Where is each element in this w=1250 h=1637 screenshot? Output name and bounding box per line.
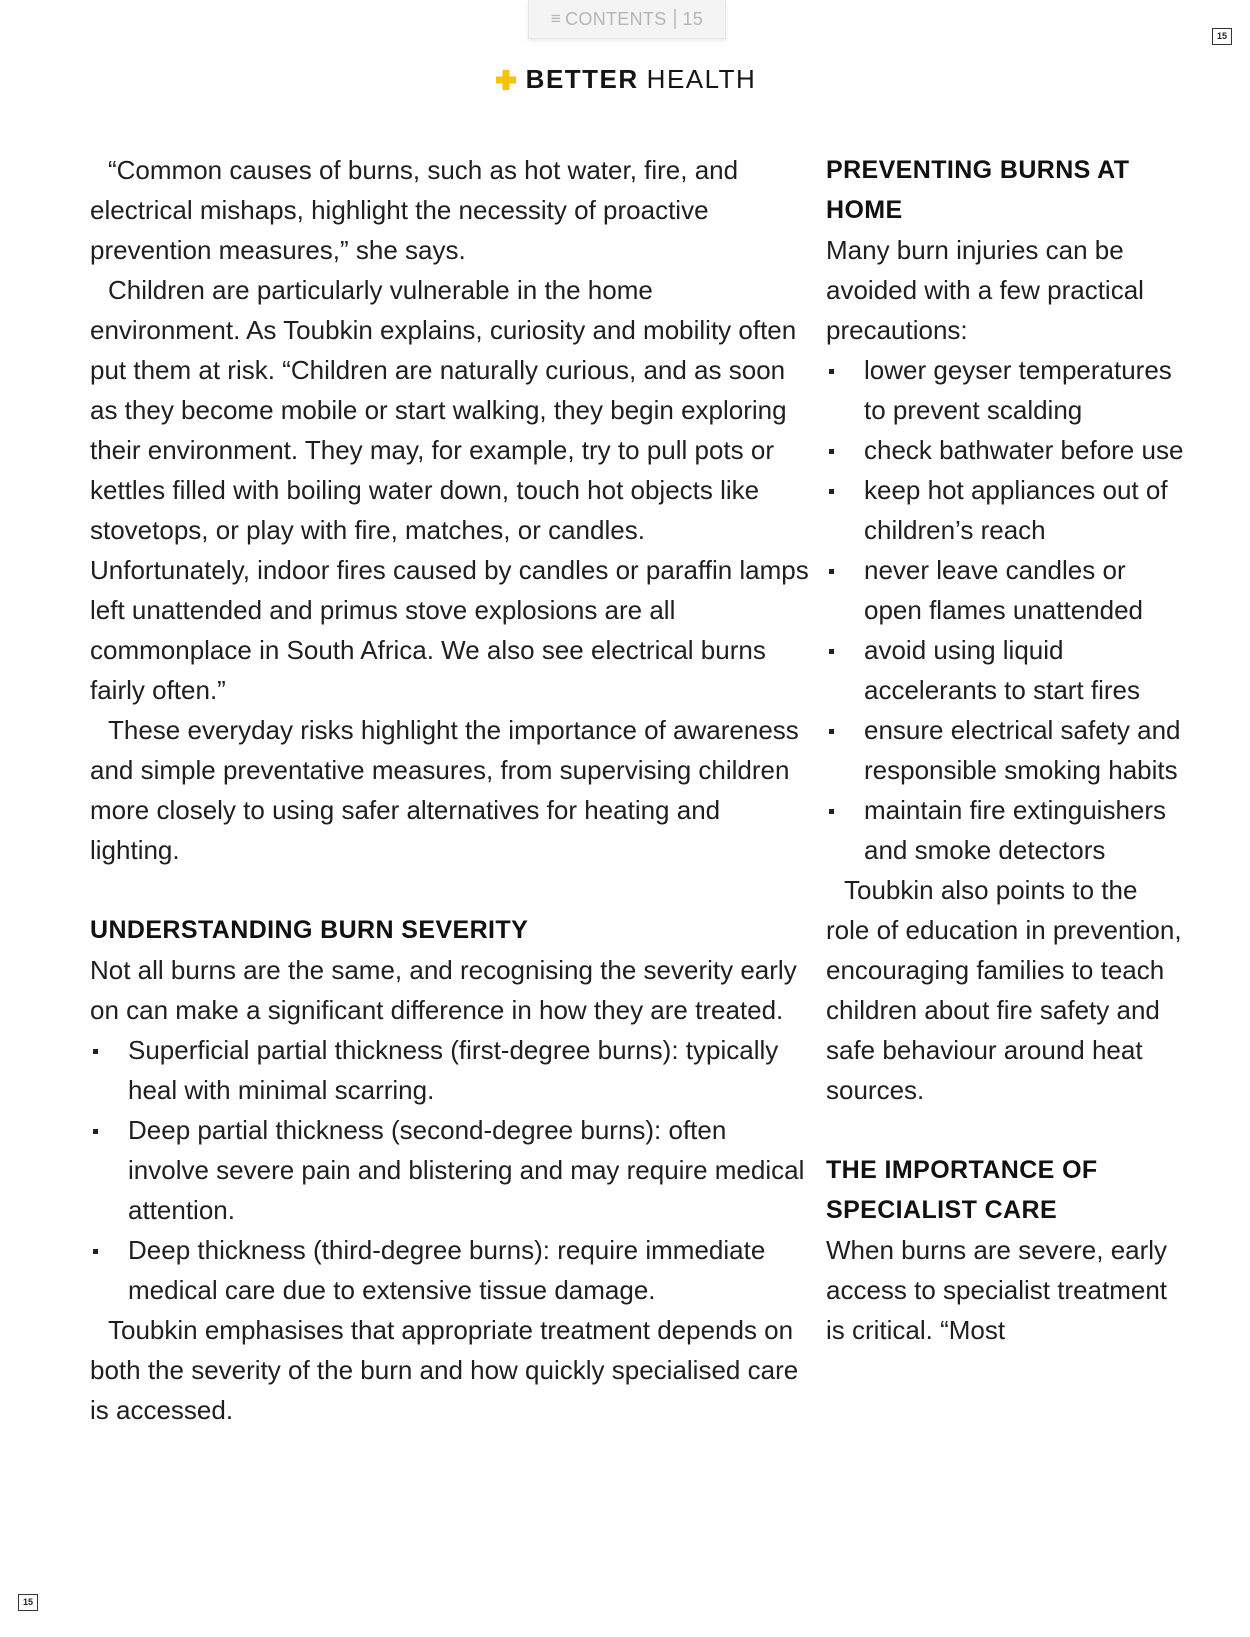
page-number-badge-bottom[interactable]: 15	[18, 1594, 38, 1611]
paragraph: When burns are severe, early access to specialist treatment is critical. “Most	[826, 1235, 1168, 1345]
section-heading-specialist: THE IMPORTANCE OF SPECIALIST CARE	[826, 1156, 1098, 1224]
list-item: Deep partial thickness (second-degree burns): often involve severe pain and blistering and may require medical attention.	[90, 1110, 810, 1230]
list-item: never leave candles or open flames unattended	[826, 550, 1186, 630]
paragraph: These everyday risks highlight the importance of awareness and simple preventative measures, from supervising children more closely to using safer alternatives for heating and lighting.	[90, 715, 799, 865]
list-item: keep hot appliances out of children’s reach	[826, 470, 1186, 550]
paragraph: Many burn injuries can be avoided with a few practical precautions:	[826, 235, 1144, 345]
paragraph: Toubkin also points to the role of education in prevention, encouraging families to teach children about fire safety and safe behaviour around heat sources.	[826, 875, 1182, 1105]
list-item: avoid using liquid accelerants to start fires	[826, 630, 1186, 710]
paragraph: “Common causes of burns, such as hot water, fire, and electrical mishaps, highlight the necessity of proactive prevention measures,” she says.	[90, 155, 739, 265]
menu-icon: ≡	[550, 9, 562, 28]
list-item: maintain fire extinguishers and smoke detectors	[826, 790, 1186, 870]
list-item: check bathwater before use	[826, 430, 1186, 470]
paragraph: Children are particularly vulnerable in the home environment. As Toubkin explains, curiosity and mobility often put them at risk. “Children are naturally curious, and as soon as they become mobile or start walking, they begin exploring their environment. They may, for example, try to pull pots or kettles filled with boiling water down, touch hot objects like stovetops, or play with fire, matches, or candles. Unfortunately, indoor fires caused by candles or paraffin lamps left unattended and primus stove explosions are all commonplace in South Africa. We also see electrical burns fairly often.”	[90, 275, 809, 705]
contents-page-number: 15	[682, 8, 704, 29]
left-column	[90, 150, 810, 1430]
divider	[674, 9, 676, 29]
paragraph: Toubkin emphasises that appropriate treatment depends on both the severity of the burn and how quickly specialised care is accessed.	[90, 1315, 799, 1425]
list-item: Superficial partial thickness (first-degree burns): typically heal with minimal scarring.	[90, 1030, 810, 1110]
list-item: Deep thickness (third-degree burns): require immediate medical care due to extensive tissue damage.	[90, 1230, 810, 1310]
medical-cross-icon	[494, 68, 518, 92]
right-column	[826, 150, 1186, 1350]
section-heading-preventing: PREVENTING BURNS AT HOME	[826, 156, 1130, 224]
section-header	[0, 64, 1250, 95]
section-heading-severity: UNDERSTANDING BURN SEVERITY	[90, 916, 529, 944]
brand-bold: BETTER	[525, 64, 639, 94]
list-item: lower geyser temperatures to prevent scalding	[826, 350, 1186, 430]
list-item: ensure electrical safety and responsible smoking habits	[826, 710, 1186, 790]
brand-light: HEALTH	[646, 64, 757, 94]
severity-list	[90, 1030, 810, 1310]
contents-label: CONTENTS	[565, 8, 667, 29]
page-number-badge-top[interactable]: 15	[1212, 28, 1232, 45]
paragraph: Not all burns are the same, and recognising the severity early on can make a significant difference in how they are treated.	[90, 955, 797, 1025]
contents-tab[interactable]	[528, 0, 726, 39]
prevention-list	[826, 350, 1186, 870]
